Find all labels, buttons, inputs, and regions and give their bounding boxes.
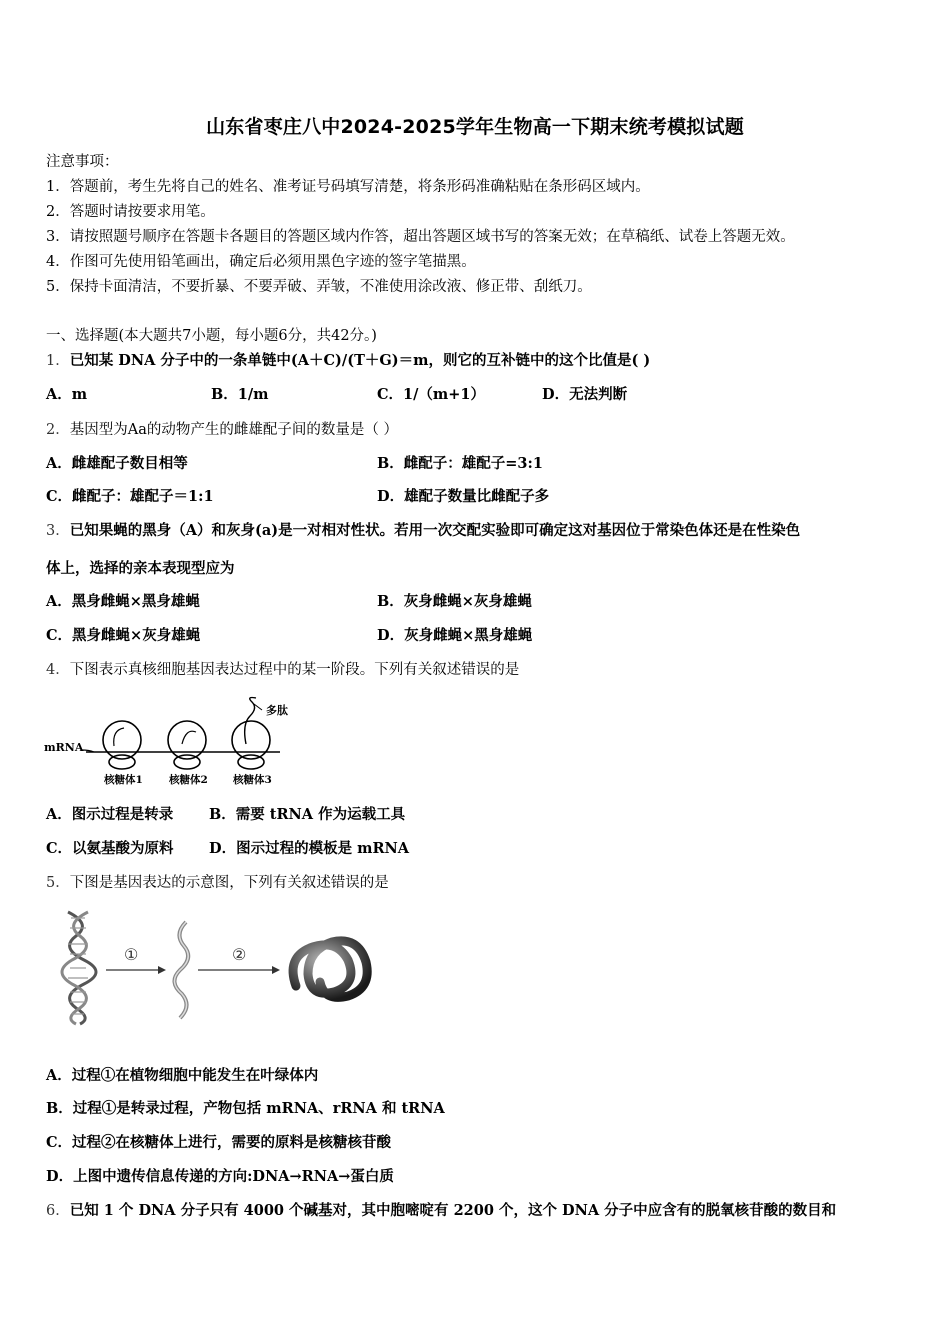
mrna-label: mRNA bbox=[44, 741, 84, 754]
section-heading: 一、选择题(本大题共7小题，每小题6分，共42分。) bbox=[46, 328, 377, 344]
question-text: 已知某 DNA 分子中的一条单链中(A＋C)/(T＋G)＝m，则它的互补链中的这个比值是( ) bbox=[69, 352, 651, 369]
question-number: 5． bbox=[46, 875, 70, 891]
option-d: D．灰身雌蝇×黑身雄蝇 bbox=[377, 627, 533, 644]
notice-item: 1．答题前，考生先将自己的姓名、准考证号码填写清楚，将条形码准确粘贴在条形码区域内。 bbox=[46, 179, 650, 195]
ribosome-label: 核糖体3 bbox=[233, 774, 272, 786]
option-c: C．雌配子：雄配子＝1:1 bbox=[46, 488, 214, 505]
option-b: B．过程①是转录过程，产物包括 mRNA、rRNA 和 tRNA bbox=[46, 1100, 445, 1117]
option-b: B．需要 tRNA 作为运载工具 bbox=[209, 806, 406, 823]
notice-heading: 注意事项： bbox=[46, 154, 119, 170]
translation-figure bbox=[44, 694, 304, 789]
option-c: C．以氨基酸为原料 bbox=[46, 840, 174, 857]
peptide-label: 多肽 bbox=[266, 704, 288, 717]
question-text: 已知 1 个 DNA 分子只有 4000 个碱基对，其中胞嘧啶有 2200 个，这个 DNA 分子中应含有的脱氧核苷酸的数目和 bbox=[69, 1202, 837, 1219]
step-2-label: ② bbox=[232, 945, 247, 964]
option-d: D．无法判断 bbox=[542, 386, 628, 403]
option-b: B．1/m bbox=[211, 386, 269, 403]
question-text: 下图是基因表达的示意图，下列有关叙述错误的是 bbox=[69, 875, 389, 891]
option-a: A．过程①在植物细胞中能发生在叶绿体内 bbox=[46, 1067, 319, 1084]
arrow-1-head bbox=[158, 966, 166, 974]
option-a: A．m bbox=[46, 386, 88, 403]
gene-expression-figure bbox=[58, 908, 378, 1026]
question-4-stem bbox=[46, 660, 519, 680]
protein-coil bbox=[293, 941, 367, 998]
notice-item: 3．请按照题号顺序在答题卡各题目的答题区域内作答，超出答题区域书写的答案无效；在草稿纸、试卷上答题无效。 bbox=[46, 229, 795, 245]
ribosome-label: 核糖体1 bbox=[104, 774, 143, 786]
question-5-stem bbox=[46, 873, 389, 893]
option-d: D．雄配子数量比雌配子多 bbox=[377, 488, 550, 505]
ribosome-3 bbox=[232, 698, 270, 770]
option-d: D．上图中遗传信息传递的方向:DNA→RNA→蛋白质 bbox=[46, 1168, 394, 1185]
option-c: C．过程②在核糖体上进行，需要的原料是核糖核苷酸 bbox=[46, 1134, 392, 1151]
question-number: 6． bbox=[46, 1203, 70, 1219]
arrow-2-head bbox=[272, 966, 280, 974]
question-text: 已知果蝇的黑身（A）和灰身(a)是一对相对性状。若用一次交配实验即可确定这对基因位于常染色体还是在性染色 bbox=[69, 522, 801, 539]
option-b: B．雌配子：雄配子=3:1 bbox=[377, 455, 543, 472]
question-number: 4． bbox=[46, 662, 70, 678]
notice-item: 5．保持卡面清洁，不要折暴、不要弄破、弄皱，不准使用涂改液、修正带、刮纸刀。 bbox=[46, 279, 592, 295]
option-a: A．雌雄配子数目相等 bbox=[46, 455, 188, 472]
option-a: A．黑身雌蝇×黑身雄蝇 bbox=[46, 593, 200, 610]
question-6-stem bbox=[46, 1201, 836, 1221]
step-1-label: ① bbox=[124, 945, 139, 964]
question-number: 2． bbox=[46, 422, 70, 438]
question-3-stem-cont: 体上，选择的亲本表现型应为 bbox=[46, 560, 235, 577]
option-c: C．1/（m+1） bbox=[377, 386, 486, 403]
notice-item: 2．答题时请按要求用笔。 bbox=[46, 204, 215, 220]
dna-helix bbox=[62, 912, 96, 1024]
notice-item: 4．作图可先使用铅笔画出，确定后必须用黑色字迹的签字笔描黑。 bbox=[46, 254, 476, 270]
option-a: A．图示过程是转录 bbox=[46, 806, 174, 823]
question-number: 1． bbox=[46, 353, 70, 369]
ribosome-2 bbox=[168, 721, 206, 769]
page-title: 山东省枣庄八中2024-2025学年生物高一下期末统考模拟试题 bbox=[206, 116, 744, 138]
question-number: 3． bbox=[46, 523, 70, 539]
ribosome-1 bbox=[103, 721, 141, 769]
question-text: 基因型为Aa的动物产生的雌雄配子间的数量是（ ） bbox=[69, 422, 398, 438]
option-d: D．图示过程的模板是 mRNA bbox=[209, 840, 410, 857]
ribosome-label: 核糖体2 bbox=[169, 774, 208, 786]
question-2-stem bbox=[46, 420, 398, 440]
option-c: C．黑身雌蝇×灰身雄蝇 bbox=[46, 627, 201, 644]
question-3-stem bbox=[46, 521, 800, 541]
option-b: B．灰身雌蝇×灰身雄蝇 bbox=[377, 593, 532, 610]
question-1-stem bbox=[46, 351, 650, 371]
question-text: 下图表示真核细胞基因表达过程中的某一阶段。下列有关叙述错误的是 bbox=[69, 662, 520, 678]
